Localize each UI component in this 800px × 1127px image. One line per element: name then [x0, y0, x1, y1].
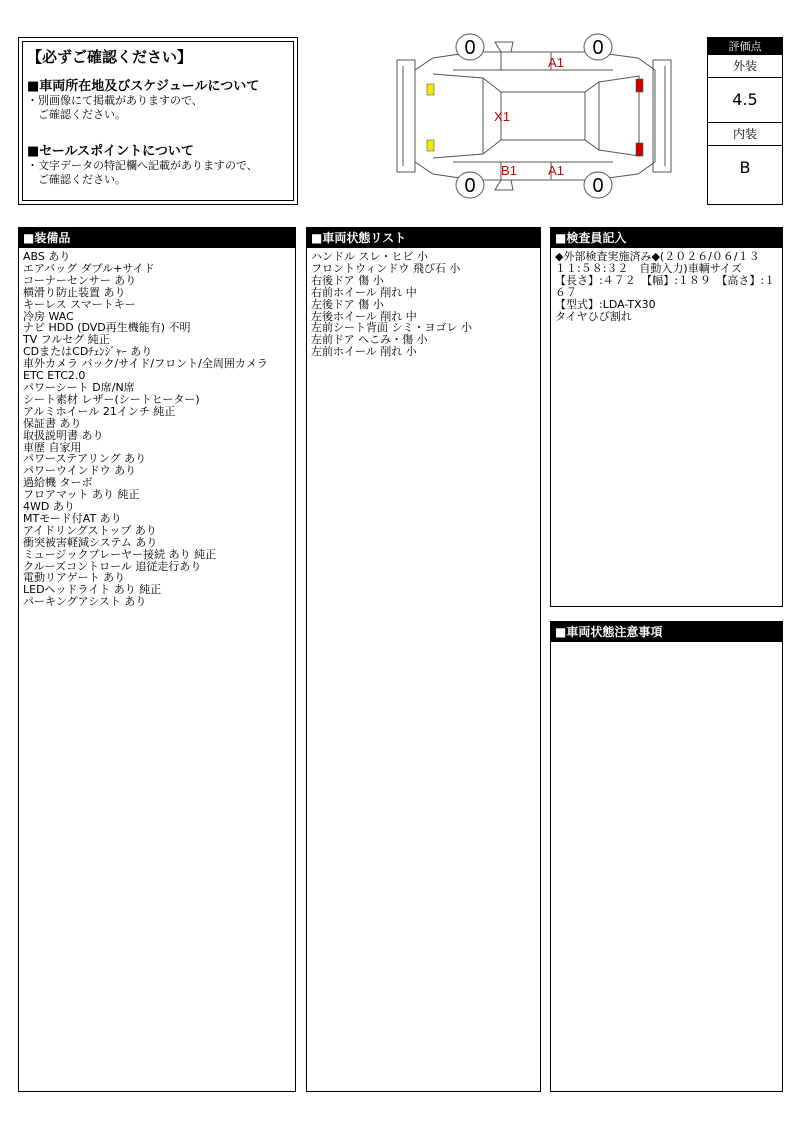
list-item: 左前ドア へこみ・傷 小	[311, 333, 428, 347]
list-item: ミュージックプレーヤー接続 あり 純正	[23, 547, 217, 561]
list-item: フロントウィンドウ 飛び石 小	[311, 261, 461, 275]
notice-title: 【必ずご確認ください】	[27, 48, 193, 66]
equipment-header: ■装備品	[19, 228, 295, 248]
taillight-marker	[636, 143, 643, 156]
tire-count-rear-right: 0	[592, 175, 604, 197]
list-item: 4WD あり	[23, 500, 75, 514]
headlight-marker	[427, 84, 434, 95]
damage-mark: A1	[548, 55, 564, 70]
inspector-panel	[550, 227, 783, 607]
list-item: 車歴 自家用	[23, 440, 82, 454]
notice-box	[18, 37, 298, 205]
exterior-label: 外装	[708, 55, 782, 78]
inspector-line: タイヤひび割れ	[555, 309, 632, 323]
vehicle-notes-body	[551, 642, 782, 648]
list-item: ETC ETC2.0	[23, 369, 86, 383]
list-item: 左後ホイール 削れ 中	[311, 309, 417, 323]
tire-count-rear-left: 0	[592, 37, 604, 59]
list-item: シート素材 レザー(シートヒーター)	[23, 392, 200, 406]
vehicle-notes-panel	[550, 621, 783, 1092]
list-item: 車外カメラ バック/サイド/フロント/全周囲カメラ	[23, 357, 268, 371]
damage-mark: X1	[494, 109, 510, 124]
list-item: フロアマット あり 純正	[23, 488, 140, 502]
list-item: パワーシート D席/N席	[23, 380, 135, 394]
list-item: クルーズコントロール 追従走行あり	[23, 559, 202, 573]
exterior-score: 4.5	[708, 78, 782, 123]
notice-heading-salespoint: ■セールスポイントについて	[27, 144, 194, 159]
list-item: 左後ドア 傷 小	[311, 297, 384, 311]
list-item: 過給機 ターボ	[23, 476, 93, 490]
list-item: CDまたはCDﾁｪﾝｼﾞｬｰ あり	[23, 345, 153, 359]
list-item: 取扱説明書 あり	[23, 428, 104, 442]
notice-text: ご確認ください。	[27, 173, 126, 186]
notice-text: ご確認ください。	[27, 108, 126, 121]
score-box	[707, 37, 783, 205]
list-item: 右前ホイール 削れ 中	[311, 285, 417, 299]
list-item: 横滑り防止装置 あり	[23, 285, 126, 299]
list-item: パワーステアリング あり	[23, 452, 147, 466]
car-damage-diagram	[393, 30, 675, 202]
tire-count-front-right: 0	[464, 175, 476, 197]
interior-score: B	[739, 158, 751, 177]
interior-label: 内装	[708, 123, 782, 146]
list-item: アイドリングストップ あり	[23, 523, 157, 537]
score-header: 評価点	[708, 38, 782, 55]
list-item: LEDヘッドライト あり 純正	[23, 583, 162, 597]
list-item: ABS あり	[23, 250, 71, 263]
list-item: 保証書 あり	[23, 416, 82, 430]
list-item: MTモード付AT あり	[23, 511, 122, 525]
list-item: ハンドル スレ・ヒビ 小	[311, 250, 428, 263]
notice-text: ・別画像にて掲載がありますので、	[27, 94, 203, 107]
list-item: 左前ホイール 削れ 小	[311, 345, 417, 359]
inspector-line: 【長さ】:４７２ 【幅】:１８９ 【高さ】:１６７	[555, 273, 776, 299]
notice-heading-location: ■車両所在地及びスケジュールについて	[27, 79, 260, 94]
headlight-marker	[427, 140, 434, 151]
equipment-list	[19, 248, 295, 611]
vehicle-notes-header: ■車両状態注意事項	[551, 622, 782, 642]
list-item: 衝突被害軽減システム あり	[23, 535, 158, 549]
list-item: パーキングアシスト あり	[23, 595, 147, 609]
inspector-notes	[551, 248, 782, 325]
taillight-marker	[636, 79, 643, 92]
damage-mark: B1	[501, 163, 517, 178]
list-item: コーナーセンサー あり	[23, 273, 137, 287]
tire-count-front-left: 0	[464, 37, 476, 59]
list-item: 右後ドア 傷 小	[311, 273, 384, 287]
inspector-header: ■検査員記入	[551, 228, 782, 248]
list-item: 左前シート背面 シミ・ヨゴレ 小	[311, 321, 472, 335]
notice-text: ・文字データの特記欄へ記載がありますので、	[27, 159, 258, 172]
list-item: アルミホイール 21インチ 純正	[23, 404, 176, 418]
list-item: キーレス スマートキー	[23, 297, 136, 311]
list-item: ナビ HDD (DVD再生機能有) 不明	[23, 321, 191, 335]
damage-mark: A1	[548, 163, 564, 178]
list-item: TV フルセグ 純正	[23, 333, 110, 347]
inspector-line: ◆外部検査実施済み◆(２０２６/０６/１３ １１:５８:３２ 自動入力)車輌サイズ	[555, 250, 771, 275]
inspector-line: 【型式】:LDA-TX30	[555, 297, 656, 311]
condition-list	[307, 248, 540, 361]
list-item: エアバッグ ダブル+サイド	[23, 261, 155, 275]
list-item: 電動リアゲート あり	[23, 571, 126, 585]
list-item: パワーウインドウ あり	[23, 464, 137, 478]
list-item: 冷房 WAC	[23, 309, 74, 323]
condition-panel	[306, 227, 541, 1092]
condition-header: ■車両状態リスト	[307, 228, 540, 248]
equipment-panel	[18, 227, 296, 1092]
